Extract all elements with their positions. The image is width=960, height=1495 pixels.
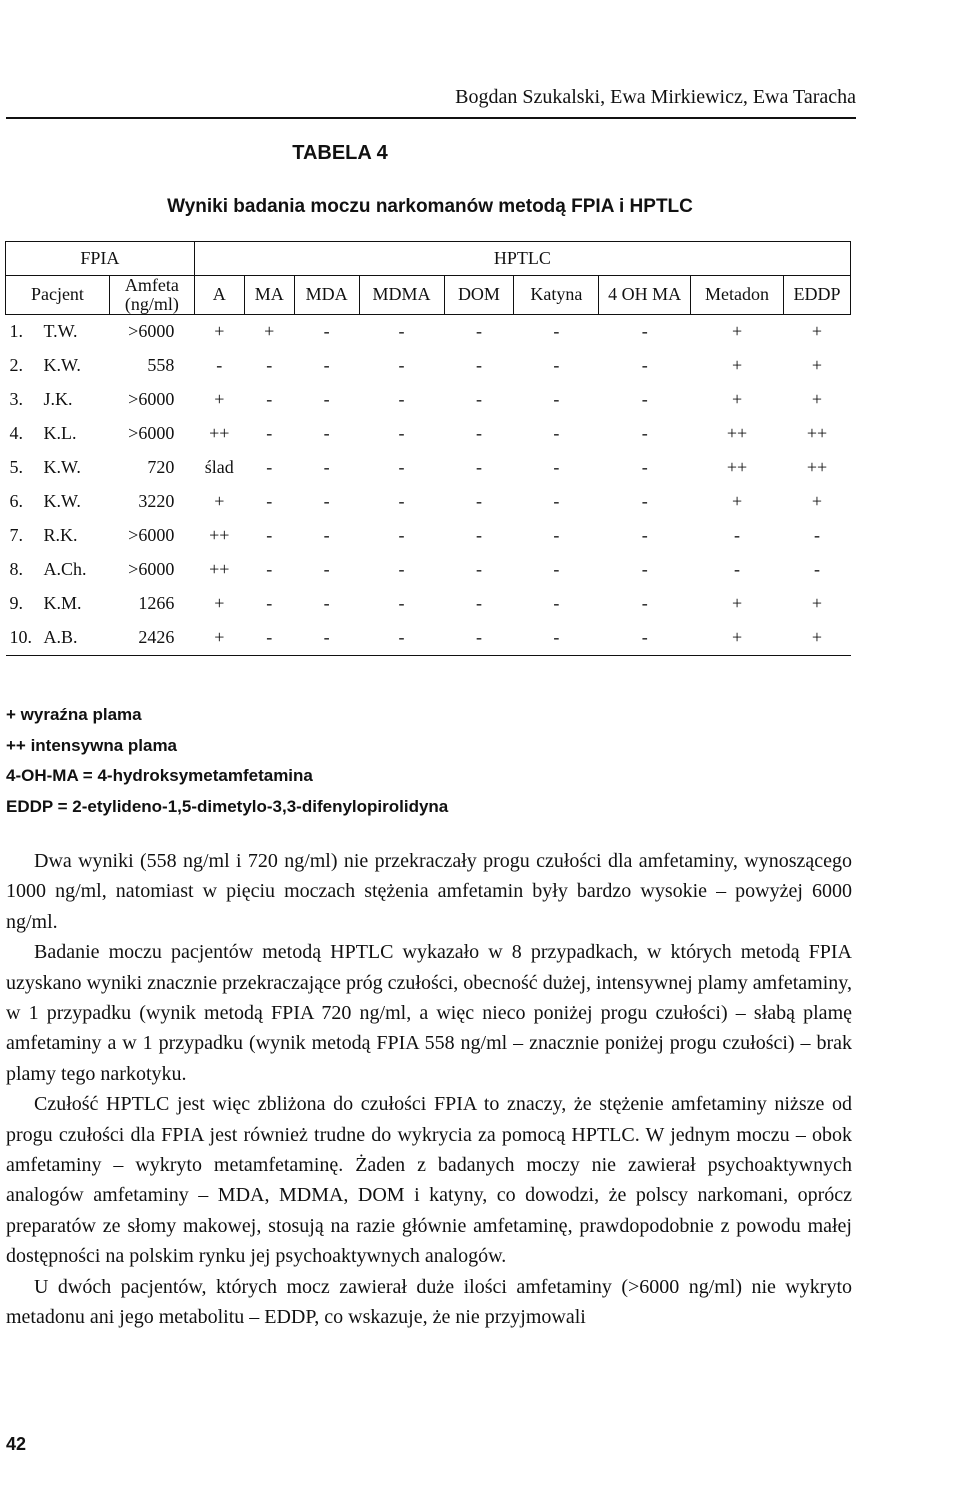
hptlc-result-cell: -	[641, 423, 648, 444]
patient-number: 8.	[9, 559, 23, 580]
column-header: A	[194, 276, 244, 315]
hptlc-result-cell: ślad	[204, 457, 234, 478]
column-header: DOM	[444, 276, 514, 315]
amfeta-value-cell: >6000	[128, 559, 175, 580]
hptlc-result-cell: -	[641, 355, 648, 376]
hptlc-result-cell: -	[514, 621, 599, 656]
hptlc-result-cell: ++	[209, 559, 230, 580]
hptlc-result-cell: -	[813, 525, 820, 546]
hptlc-result-cell: -	[398, 355, 405, 376]
patient-number: 7.	[9, 525, 23, 546]
amfeta-value-cell: 1266	[138, 593, 175, 614]
patient-number: 5.	[9, 457, 23, 478]
amfeta-value-cell: >6000	[128, 321, 175, 342]
hptlc-result-cell: +	[691, 621, 784, 656]
column-header: MDMA	[359, 276, 444, 315]
patient-cell	[6, 621, 110, 656]
table-row	[6, 587, 851, 621]
hptlc-result-cell: -	[475, 457, 482, 478]
table-row	[6, 485, 851, 519]
amfeta-value-cell: 3220	[138, 491, 175, 512]
hptlc-result-cell: ++	[726, 423, 748, 444]
hptlc-result-cell: -	[266, 525, 273, 546]
column-header: Pacjent	[6, 276, 110, 315]
hptlc-result-cell: -	[553, 389, 560, 410]
hptlc-result-cell: -	[323, 355, 330, 376]
hptlc-result-cell: -	[475, 593, 482, 614]
hptlc-result-cell: -	[398, 423, 405, 444]
paragraph: Czułość HPTLC jest więc zbliżona do czułości FPIA to znaczy, że stężenie amfetaminy niższe od progu czułości dla FPIA jest również trudne do wykrycia za pomocą HPTLC. W jednym moczu – obok amfetaminy – wykryto metamfetaminę. Żaden z badanych moczy nie zawierał psychoaktywnych analogów amfetaminy – MDA, MDMA, DOM i katyny, co dowodzi, że polscy narkomani, oprócz preparatów ze słomy makowej, stosują na razie głównie amfetaminę, prawdopodobnie z powodu małej dostępności na polskim rynku jej psychoaktywnych analogów.	[6, 1093, 852, 1268]
column-header: Amfeta (ng/ml)	[109, 276, 194, 315]
column-header: MA	[244, 276, 294, 315]
hptlc-result-cell: +	[214, 491, 225, 512]
header-rule	[6, 117, 856, 119]
patient-initials: J.K.	[43, 389, 73, 410]
patient-cell	[6, 485, 110, 519]
hptlc-result-cell: -	[641, 389, 648, 410]
hptlc-result-cell: -	[641, 491, 648, 512]
amfeta-value-cell: >6000	[128, 423, 175, 444]
hptlc-result-cell: ++	[209, 423, 230, 444]
table-row	[6, 417, 851, 451]
amfeta-value-cell: 2426	[109, 621, 194, 656]
hptlc-result-cell: -	[553, 559, 560, 580]
hptlc-result-cell: -	[266, 355, 273, 376]
table-row	[6, 553, 851, 587]
hptlc-result-cell: -	[266, 389, 273, 410]
hptlc-result-cell: -	[475, 559, 482, 580]
hptlc-result-cell: +	[731, 389, 743, 410]
legend-item: ++ intensywna plama	[6, 735, 178, 755]
hptlc-result-cell: -	[553, 423, 560, 444]
hptlc-result-cell: ++	[806, 423, 828, 444]
patient-cell	[6, 519, 110, 553]
patient-number: 6.	[9, 491, 23, 512]
hptlc-result-cell: -	[398, 525, 405, 546]
hptlc-result-cell: -	[444, 621, 514, 656]
hptlc-result-cell: -	[641, 559, 648, 580]
column-header-row	[6, 276, 851, 315]
paragraph: Badanie moczu pacjentów metodą HPTLC wykazało w 8 przypadkach, w których metodą FPIA uzyskano wyniki znacznie przekraczające próg czułości, obecność dużej, intensywnej plamy amfetaminy, w 1 przypadku (wynik metodą FPIA 720 ng/ml, a więc nieco poniżej progu czułości) – słabą plamę amfetaminy a w 1 przypadku (wynik metodą FPIA 558 ng/ml – znacznie poniżej progu czułości) – brak plamy tego narkotyku.	[6, 941, 852, 1085]
hptlc-result-cell: +	[731, 355, 743, 376]
table-row	[6, 519, 851, 553]
hptlc-result-cell: -	[553, 525, 560, 546]
hptlc-result-cell: -	[813, 559, 820, 580]
patient-initials: K.W.	[43, 457, 81, 478]
patient-cell	[6, 451, 110, 485]
running-header: Bogdan Szukalski, Ewa Mirkiewicz, Ewa Taracha	[455, 86, 856, 108]
hptlc-result-cell: +	[811, 593, 823, 614]
hptlc-result-cell: -	[398, 457, 405, 478]
hptlc-result-cell: -	[475, 525, 482, 546]
hptlc-result-cell: +	[731, 593, 743, 614]
hptlc-result-cell: ++	[806, 457, 828, 478]
hptlc-result-cell: +	[214, 389, 225, 410]
table-title: Wyniki badania moczu narkomanów metodą FPIA i HPTLC	[167, 196, 693, 217]
table-row	[6, 383, 851, 417]
hptlc-result-cell: -	[323, 423, 330, 444]
table-row	[6, 349, 851, 383]
patient-number: 2.	[9, 355, 23, 376]
hptlc-result-cell: +	[811, 389, 823, 410]
patient-initials: T.W.	[43, 321, 78, 342]
hptlc-result-cell: ++	[726, 457, 748, 478]
hptlc-result-cell: -	[294, 621, 359, 656]
column-header: EDDP	[783, 276, 850, 315]
group-header-fpia: FPIA	[6, 242, 195, 276]
amfeta-value-cell: >6000	[128, 389, 175, 410]
hptlc-result-cell: -	[266, 559, 273, 580]
patient-initials: K.M.	[43, 593, 82, 614]
patient-initials: K.L.	[43, 423, 77, 444]
paragraph: Dwa wyniki (558 ng/ml i 720 ng/ml) nie przekraczały progu czułości dla amfetaminy, wynoszącego 1000 ng/ml, natomiast w pięciu moczach stężenia amfetamin były bardzo wysokie – powyżej 6000 ng/ml.	[6, 850, 852, 933]
hptlc-result-cell: -	[266, 423, 273, 444]
hptlc-result-cell: -	[475, 355, 482, 376]
table-row	[6, 451, 851, 485]
legend-item: EDDP = 2-etylideno-1,5-dimetylo-3,3-difenylopirolidyna	[6, 796, 449, 816]
hptlc-result-cell: +	[811, 321, 823, 342]
column-header: Metadon	[691, 276, 784, 315]
hptlc-result-cell: -	[323, 559, 330, 580]
hptlc-result-cell: -	[475, 423, 482, 444]
hptlc-result-cell: -	[475, 321, 482, 342]
hptlc-result-cell: +	[783, 621, 850, 656]
hptlc-result-cell: -	[398, 593, 405, 614]
hptlc-result-cell: -	[553, 321, 560, 342]
column-header: MDA	[294, 276, 359, 315]
patient-initials: A.Ch.	[43, 559, 87, 580]
hptlc-result-cell: -	[641, 593, 648, 614]
table-row	[6, 621, 851, 656]
hptlc-result-cell: +	[214, 321, 225, 342]
hptlc-result-cell: -	[599, 621, 691, 656]
hptlc-result-cell: -	[553, 593, 560, 614]
patient-cell	[6, 349, 110, 383]
hptlc-result-cell: +	[811, 491, 823, 512]
patient-cell	[6, 587, 110, 621]
table-legend	[6, 700, 448, 822]
amfeta-value-cell: >6000	[128, 525, 175, 546]
hptlc-result-cell: -	[266, 491, 273, 512]
patient-cell	[6, 314, 110, 349]
hptlc-result-cell: -	[398, 389, 405, 410]
hptlc-result-cell: +	[731, 491, 743, 512]
patient-cell	[6, 417, 110, 451]
patient-number: 10.	[9, 627, 32, 648]
patient-number: 1.	[9, 321, 23, 342]
hptlc-result-cell: -	[553, 355, 560, 376]
hptlc-result-cell: -	[641, 321, 648, 342]
hptlc-result-cell: -	[323, 525, 330, 546]
results-table	[5, 241, 851, 656]
hptlc-result-cell: -	[266, 457, 273, 478]
patient-initials: A.B.	[43, 627, 78, 648]
hptlc-result-cell: -	[475, 491, 482, 512]
paragraph: U dwóch pacjentów, których mocz zawierał duże ilości amfetaminy (>6000 ng/ml) nie wykryto metadonu ani jego metabolitu – EDDP, co wskazuje, że nie przyjmowali	[6, 1275, 852, 1329]
amfeta-value-cell: 720	[147, 457, 175, 478]
hptlc-result-cell: -	[359, 621, 444, 656]
hptlc-result-cell: -	[553, 491, 560, 512]
hptlc-result-cell: -	[323, 593, 330, 614]
patient-cell	[6, 383, 110, 417]
amfeta-value-cell: 558	[147, 355, 175, 376]
hptlc-result-cell: -	[734, 525, 741, 546]
table-body	[6, 314, 851, 655]
table-number: TABELA 4	[292, 142, 388, 164]
patient-number: 9.	[9, 593, 23, 614]
legend-item: + wyraźna plama	[6, 705, 142, 724]
column-header: Katyna	[514, 276, 599, 315]
group-header-hptlc: HPTLC	[194, 242, 850, 276]
hptlc-result-cell: -	[266, 593, 273, 614]
hptlc-result-cell: -	[244, 621, 294, 656]
patient-cell	[6, 553, 110, 587]
patient-number: 4.	[9, 423, 23, 444]
hptlc-result-cell: -	[323, 321, 330, 342]
hptlc-result-cell: -	[398, 491, 405, 512]
hptlc-result-cell: -	[323, 491, 330, 512]
table-row	[6, 314, 851, 349]
patient-initials: R.K.	[43, 525, 78, 546]
patient-number: 3.	[9, 389, 23, 410]
patient-initials: K.W.	[43, 355, 81, 376]
hptlc-result-cell: +	[264, 321, 275, 342]
page-number: 42	[6, 1434, 27, 1454]
legend-item: 4-OH-MA = 4-hydroksymetamfetamina	[6, 766, 313, 785]
hptlc-result-cell: -	[641, 457, 648, 478]
hptlc-result-cell: -	[398, 321, 405, 342]
hptlc-result-cell: -	[398, 559, 405, 580]
hptlc-result-cell: +	[731, 321, 743, 342]
hptlc-result-cell: +	[811, 355, 823, 376]
hptlc-result-cell: -	[553, 457, 560, 478]
hptlc-result-cell: -	[734, 559, 741, 580]
body-text	[6, 846, 852, 1333]
hptlc-result-cell: -	[323, 457, 330, 478]
column-header: 4 OH MA	[599, 276, 691, 315]
hptlc-result-cell: -	[475, 389, 482, 410]
patient-initials: K.W.	[43, 491, 81, 512]
hptlc-result-cell: -	[323, 389, 330, 410]
hptlc-result-cell: ++	[209, 525, 230, 546]
hptlc-result-cell: +	[214, 593, 225, 614]
hptlc-result-cell: -	[216, 355, 223, 376]
hptlc-result-cell: +	[194, 621, 244, 656]
hptlc-result-cell: -	[641, 525, 648, 546]
